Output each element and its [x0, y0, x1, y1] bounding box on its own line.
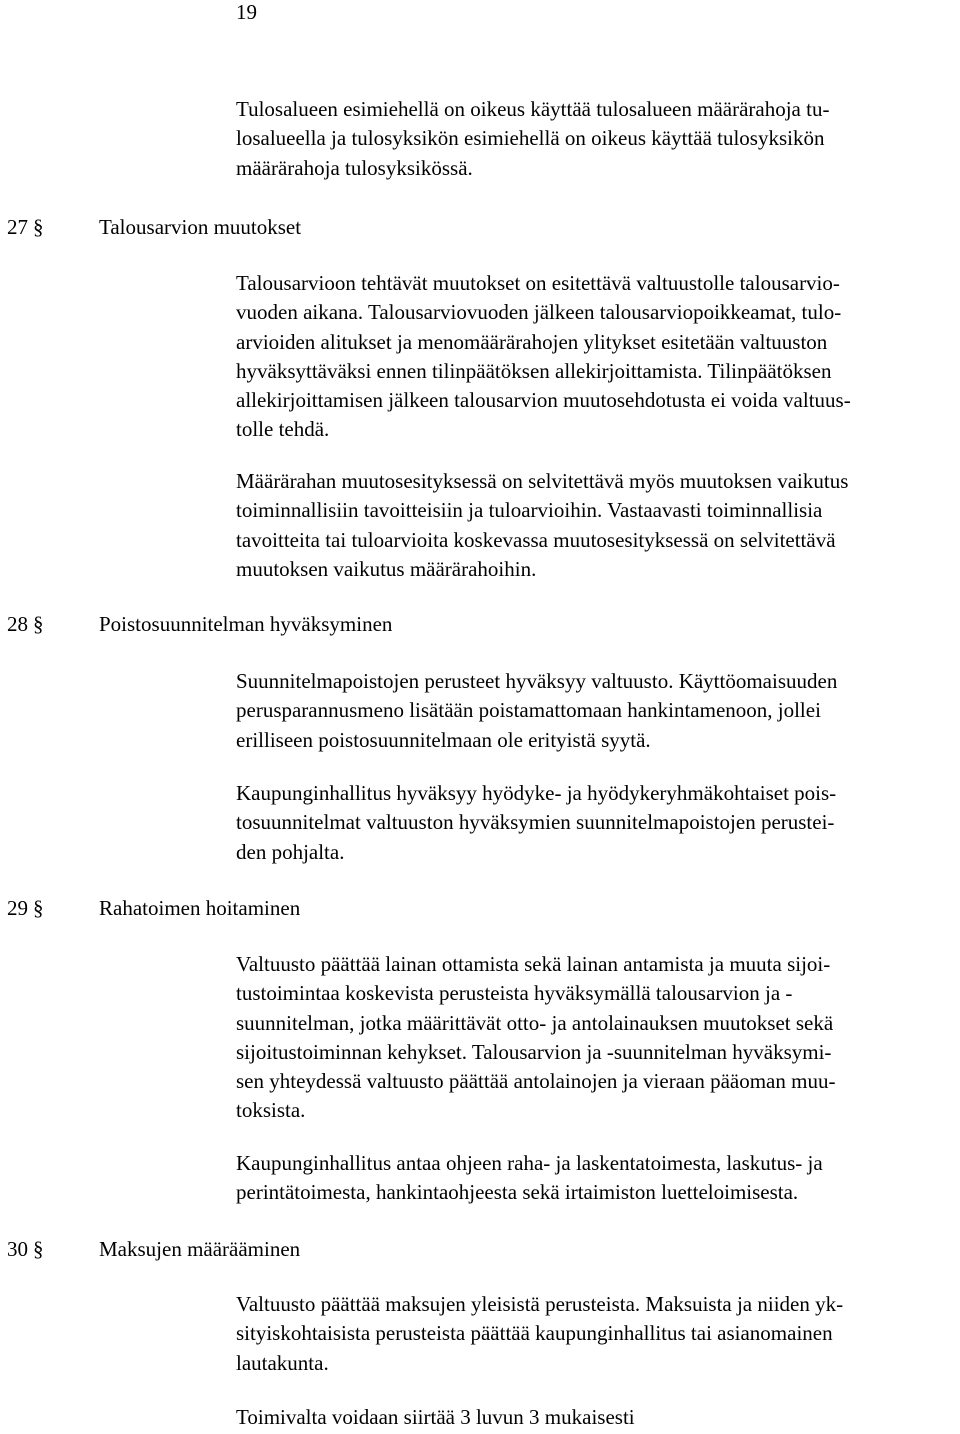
text-line: Kaupunginhallitus hyväksyy hyödyke- ja hyödykeryhmäkohtaiset pois- [236, 781, 837, 805]
text-line: perintätoimesta, hankintaohjeesta sekä irtaimiston luetteloimisesta. [236, 1180, 799, 1205]
text-line: vuoden aikana. Talousarviovuoden jälkeen talousarviopoikkeamat, tulo- [236, 300, 842, 325]
text-line: tavoitteita tai tuloarvioita koskevassa muutosesityksessä on selvitettävä [236, 527, 836, 552]
text-line: tolle tehdä. [236, 417, 330, 442]
section-29-paragraph-2 [236, 1149, 823, 1208]
text-line: toiminnallisiin tavoitteisiin ja tuloarvioihin. Vastaavasti toiminnallisia [236, 498, 823, 523]
section-heading-29 [7, 893, 300, 923]
section-title: Rahatoimen hoitaminen [99, 896, 301, 920]
text-line: hyväksyttäväksi ennen tilinpäätöksen allekirjoittamista. Tilinpäätöksen [236, 358, 832, 383]
section-title: Talousarvion muutokset [99, 215, 302, 239]
text-line: Valtuusto päättää maksujen yleisistä perusteista. Maksuista ja niiden yk- [236, 1292, 844, 1316]
section-sign-icon: § [33, 612, 44, 636]
text-line: tustoimintaa koskevista perusteista hyväksymällä talousarvion ja - [236, 981, 793, 1006]
text-line: sityiskohtaisista perusteista päättää kaupunginhallitus tai asianomainen [236, 1321, 833, 1346]
text-line: den pohjalta. [236, 839, 345, 864]
section-27-paragraph-1 [236, 269, 851, 445]
text-line: perusparannusmeno lisätään poistamattomaan hankintamenoon, jollei [236, 698, 821, 723]
text-line: sijoitustoiminnan kehykset. Talousarvion ja -suunnitelman hyväksymi- [236, 1039, 832, 1064]
section-heading-30 [7, 1234, 300, 1264]
section-title: Maksujen määrääminen [99, 1237, 301, 1261]
text-line: määrärahoja tulosyksikössä. [236, 155, 473, 180]
page-number: 19 [236, 0, 257, 24]
text-line: tosuunnitelmat valtuuston hyväksymien suunnitelmapoistojen perustei- [236, 810, 835, 835]
section-heading-28 [7, 609, 392, 639]
text-line: losalueella ja tulosyksikön esimiehellä on oikeus käyttää tulosyksikön [236, 126, 825, 151]
section-sign-icon: § [33, 215, 44, 239]
section-29-paragraph-1 [236, 950, 835, 1126]
text-line: allekirjoittamisen jälkeen talousarvion muutosehdotusta ei voida valtuus- [236, 388, 851, 413]
section-28-paragraph-1 [236, 667, 837, 755]
section-title: Poistosuunnitelman hyväksyminen [99, 612, 393, 636]
section-number: 30 [7, 1237, 28, 1261]
section-28-paragraph-2 [236, 779, 836, 867]
text-line: sen yhteydessä valtuusto päättää antolainojen ja vieraan pääoman muu- [236, 1069, 836, 1094]
text-line: Kaupunginhallitus antaa ohjeen raha- ja laskentatoimesta, laskutus- ja [236, 1151, 823, 1175]
text-line: Suunnitelmapoistojen perusteet hyväksyy valtuusto. Käyttöomaisuuden [236, 669, 838, 693]
text-line: Valtuusto päättää lainan ottamista sekä lainan antamista ja muuta sijoi- [236, 952, 831, 976]
section-30-paragraph-2 [236, 1403, 635, 1432]
section-sign-icon: § [33, 896, 44, 920]
text-line: muutoksen vaikutus määrärahoihin. [236, 556, 537, 581]
text-line: Määrärahan muutosesityksessä on selvitettävä myös muutoksen vaikutus [236, 469, 849, 493]
section-30-paragraph-1 [236, 1290, 843, 1378]
section-number: 27 [7, 215, 28, 239]
section-heading-27 [7, 212, 301, 242]
text-line: suunnitelman, jotka määrittävät otto- ja antolainauksen muutokset sekä [236, 1010, 834, 1035]
section-27-paragraph-2 [236, 467, 848, 584]
text-line: toksista. [236, 1098, 306, 1123]
text-line: Tulosalueen esimiehellä on oikeus käyttää tulosalueen määrärahoja tu- [236, 97, 830, 121]
text-line: erilliseen poistosuunnitelmaan ole erityistä syytä. [236, 727, 651, 752]
text-line: arvioiden alitukset ja menomäärärahojen ylitykset esitetään valtuuston [236, 329, 828, 354]
section-number: 29 [7, 896, 28, 920]
text-line: lautakunta. [236, 1350, 329, 1375]
intro-paragraph [236, 95, 829, 183]
text-line: Toimivalta voidaan siirtää 3 luvun 3 mukaisesti [236, 1405, 635, 1429]
section-sign-icon: § [33, 1237, 44, 1261]
section-number: 28 [7, 612, 28, 636]
text-line: Talousarvioon tehtävät muutokset on esitettävä valtuustolle talousarvio- [236, 271, 840, 295]
